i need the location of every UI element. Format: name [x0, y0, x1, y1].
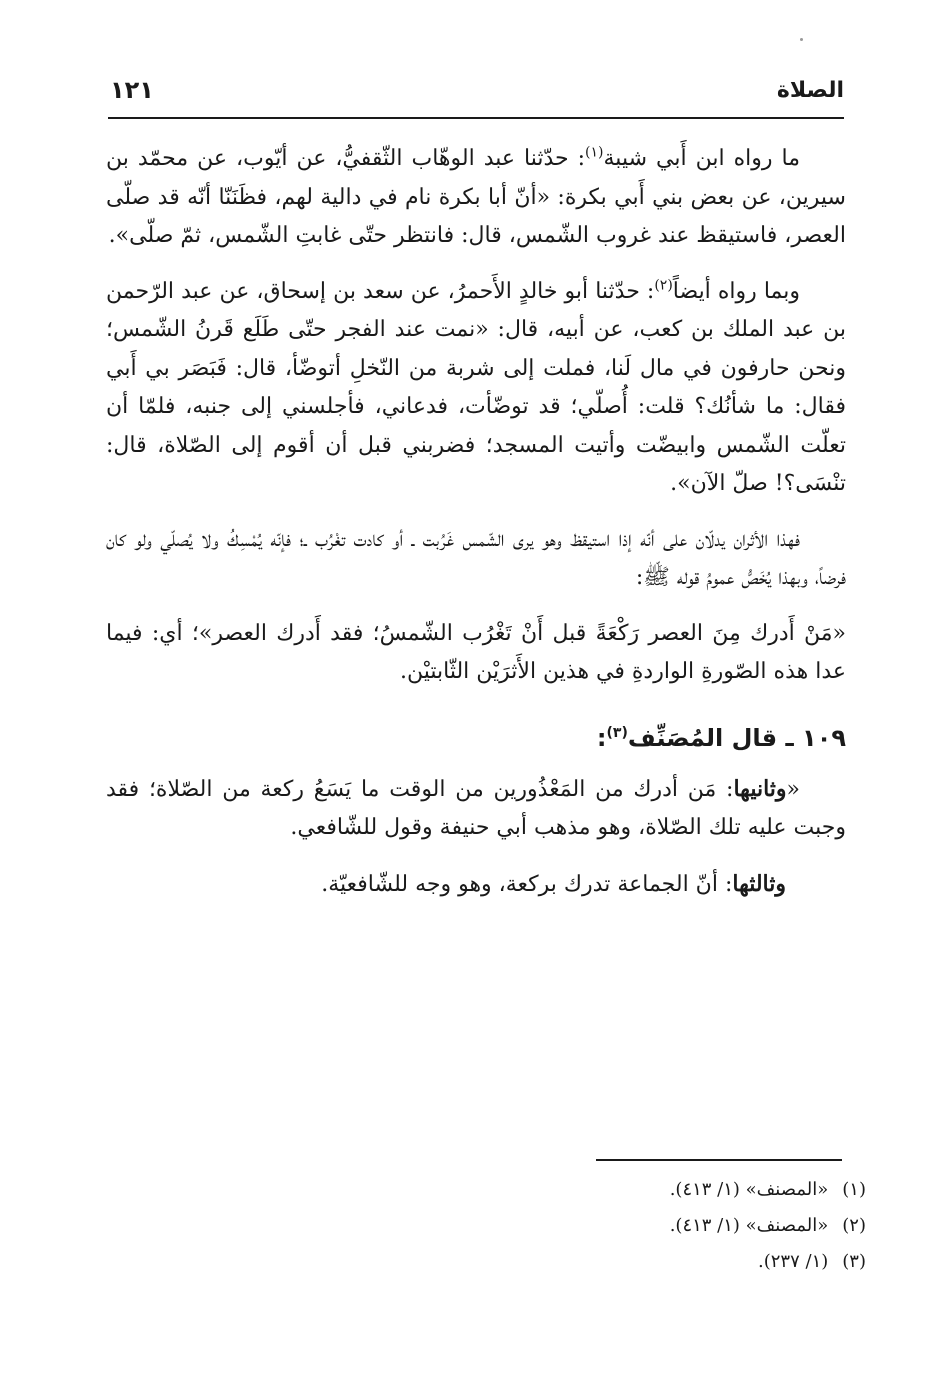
footnote-2-number: (٢) — [842, 1215, 866, 1236]
main-text — [106, 140, 846, 904]
section-heading-colon: : — [596, 723, 607, 752]
footnote-3-number: (٣) — [842, 1251, 866, 1272]
paragraph-3: فهذا الأثران يدلّان على أنّه إذا استيقظ وهو يرى الشّمس غَرُبت ـ أو كادت تغْرُب ـ؛ فإنّه يُمْسِكُ ولا يُصلّي ولو كان فرضاً، وبهذا يُخَصُّ عمومُ قوله ﷺ: — [106, 526, 846, 590]
footnote-1-number: (١) — [842, 1179, 866, 1200]
paragraph-2-text-a: وبما رواه أيضاً — [672, 278, 800, 304]
scan-speck — [800, 38, 803, 41]
footnote-2-text: «المصنف» (١/ ٤١٣). — [669, 1215, 829, 1236]
footnote-ref-3: (٣) — [606, 724, 628, 741]
footnote-ref-1: (١) — [585, 144, 604, 161]
paragraph-5-keyword: وثانيها — [733, 775, 787, 802]
footnote-rule — [596, 1159, 842, 1161]
paragraph-6 — [106, 865, 846, 905]
paragraph-2-text-b: : حدّثنا أبو خالدٍ الأَحمرُ، عن سعد بن إسحاق، عن عبد الرّحمن بن عبد الملك بن كعب، عن أبيه، قال: «نمت عند الفجر حتّى طَلَع قَرنُ الشّمس؛ ونحن حارفون في مال لَنا، فملت إلى شربة من النّخلِ أتوضّأ، قال: فَبَصَر بي أَبي فقال: ما شأنُك؟ قلت: أُصلّي؛ قد توضّأت، فدعاني، فأجلسني إلى جنبه، فلمّا أن تعلّت الشّمس وابيضّت وأتيت المسجد؛ فضربني قبل أن أقوم إلى الصّلاة، قال: تنْسَى؟! صلّ الآن». — [106, 278, 846, 496]
footnote-2 — [566, 1208, 866, 1244]
page-number: ١٢١ — [110, 76, 154, 104]
paragraph-2 — [106, 273, 846, 504]
page-header — [108, 74, 844, 114]
paragraph-1 — [106, 140, 846, 256]
paragraph-5-text: : مَن أدرك من المَعْذُورين من الوقت ما يَسَعُ ركعة من الصّلاة؛ فقد وجبت عليه تلك الصّلاة، وهو مذهب أبي حنيفة وقول للشّافعي. — [106, 776, 846, 840]
section-heading — [106, 718, 846, 758]
footnote-1-text: «المصنف» (١/ ٤١٣). — [669, 1179, 829, 1200]
paragraph-6-text: : أنّ الجماعة تدرك بركعة، وهو وجه للشّافعيّة. — [321, 871, 733, 897]
paragraph-5 — [106, 770, 846, 848]
footnote-ref-2: (٢) — [654, 277, 673, 294]
footnote-1 — [566, 1172, 866, 1208]
hadith-quote: «مَنْ أَدرك مِنَ العصر رَكْعَةً قبل أَنْ تَغْرُب الشّمسُ؛ فقد أَدرك العصر»؛ أي: فيما عدا هذه الصّورةِ الواردةِ في هذين الأَثرَيْن الثّابتيْن. — [106, 620, 846, 684]
paragraph-1-text-b: : حدّثنا عبد الوهّاب الثّقفيُّ، عن أيّوب، عن محمّد بن سيرين، عن بعض بني أَبي بكرة: «أنّ أبا بكرة نام في دالية لهم، فظَنَنّا أنّه قد صلّى العصر، فاستيقظ عند غروب الشّمس، قال: فانتظر حتّى غابتِ الشّمس، ثمّ صلّى». — [106, 146, 846, 248]
footnotes — [566, 1172, 866, 1280]
quote-open: « — [786, 776, 800, 802]
header-rule — [108, 117, 844, 119]
paragraph-1-text-a: ما رواه ابن أَبي شيبة — [603, 146, 800, 171]
paragraph-6-keyword: وثالثها — [732, 870, 786, 897]
section-heading-text: ١٠٩ ـ قال المُصَنِّف — [627, 723, 846, 752]
chapter-title: الصلاة — [776, 78, 844, 103]
footnote-3 — [566, 1244, 866, 1280]
footnote-3-text: (١/ ٢٣٧). — [758, 1251, 829, 1272]
